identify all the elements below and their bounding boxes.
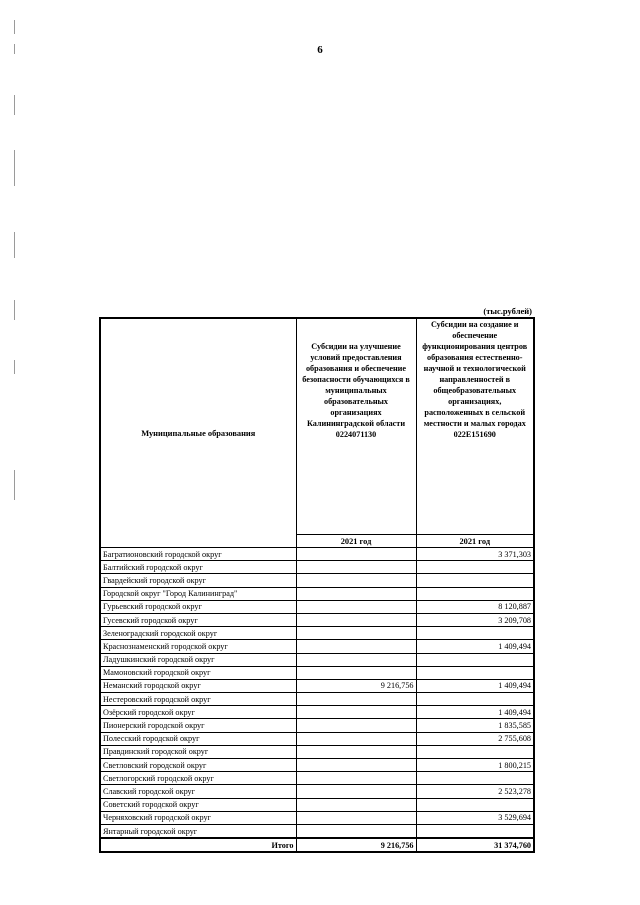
subsidy-value-2 (416, 772, 534, 785)
subsidy-value-2: 1 409,494 (416, 706, 534, 719)
table-row (100, 548, 534, 561)
subsidy-value-2 (416, 693, 534, 706)
year-header-1: 2021 год (296, 535, 416, 548)
total-row (100, 838, 534, 852)
subsidy-value-2 (416, 587, 534, 600)
subsidy-value-2 (416, 745, 534, 758)
page-number: 6 (317, 44, 323, 56)
subsidy-value-2: 2 523,278 (416, 785, 534, 798)
scan-margin-mark (14, 95, 15, 115)
subsidy-value-2: 3 371,303 (416, 548, 534, 561)
subsidy-value-1 (296, 587, 416, 600)
municipality-name: Советский городской округ (100, 798, 296, 811)
municipality-name: Мамоновский городской округ (100, 666, 296, 679)
municipality-name: Озёрский городской округ (100, 706, 296, 719)
table-row (100, 772, 534, 785)
subsidy-value-1 (296, 640, 416, 653)
scan-margin-mark (14, 232, 15, 258)
subsidy-value-2 (416, 666, 534, 679)
subsidy-value-1 (296, 785, 416, 798)
subsidy-value-2 (416, 798, 534, 811)
municipality-name: Неманский городской округ (100, 679, 296, 692)
table-row (100, 785, 534, 798)
scan-margin-mark (14, 360, 15, 374)
table-row (100, 587, 534, 600)
subsidy-value-2: 2 755,608 (416, 732, 534, 745)
table-row (100, 798, 534, 811)
municipality-name: Полесский городской округ (100, 732, 296, 745)
table-row (100, 719, 534, 732)
subsidy-value-2 (416, 561, 534, 574)
subsidy-value-1 (296, 824, 416, 838)
units-label: (тыс.рублей) (483, 306, 532, 316)
municipality-name: Краснознаменский городской округ (100, 640, 296, 653)
municipality-column-header: Муниципальные образования (100, 318, 296, 548)
subsidy-value-2: 3 529,694 (416, 811, 534, 824)
subsidy-value-2: 1 409,494 (416, 679, 534, 692)
municipality-name: Светлогорский городской округ (100, 772, 296, 785)
subsidy-value-1 (296, 745, 416, 758)
municipality-name: Багратионовский городской округ (100, 548, 296, 561)
subsidies-table (99, 317, 535, 853)
subsidy-value-1 (296, 627, 416, 640)
subsidy-value-1: 9 216,756 (296, 679, 416, 692)
total-label: Итого (100, 838, 296, 852)
subsidy-value-2: 1 409,494 (416, 640, 534, 653)
municipality-name: Ладушкинский городской округ (100, 653, 296, 666)
table-row (100, 627, 534, 640)
municipality-name: Славский городской округ (100, 785, 296, 798)
subsidy-value-1 (296, 732, 416, 745)
municipality-name: Светловский городской округ (100, 759, 296, 772)
scan-margin-mark (14, 470, 15, 500)
subsidy-value-1 (296, 693, 416, 706)
table-row (100, 732, 534, 745)
table-row (100, 640, 534, 653)
subsidy-value-2 (416, 824, 534, 838)
subsidy-value-1 (296, 706, 416, 719)
table-row (100, 693, 534, 706)
subsidy-value-1 (296, 798, 416, 811)
municipality-name: Гвардейский городской округ (100, 574, 296, 587)
municipality-name: Гурьевский городской округ (100, 600, 296, 613)
table-row (100, 811, 534, 824)
total-value-2: 31 374,760 (416, 838, 534, 852)
total-value-1: 9 216,756 (296, 838, 416, 852)
municipality-name: Нестеровский городской округ (100, 693, 296, 706)
subsidy-value-1 (296, 666, 416, 679)
subsidy-value-1 (296, 600, 416, 613)
table-row (100, 561, 534, 574)
table-row (100, 745, 534, 758)
subsidy-value-1 (296, 574, 416, 587)
subsidy-value-1 (296, 653, 416, 666)
municipality-name: Гусевский городской округ (100, 613, 296, 626)
subsidy-value-2 (416, 574, 534, 587)
municipality-name: Правдинский городской округ (100, 745, 296, 758)
municipality-name: Городской округ "Город Калининград" (100, 587, 296, 600)
subsidy-value-1 (296, 719, 416, 732)
subsidy-value-1 (296, 759, 416, 772)
table-row (100, 679, 534, 692)
municipality-name: Балтийский городской округ (100, 561, 296, 574)
subsidy-value-2 (416, 627, 534, 640)
municipality-name: Янтарный городской округ (100, 824, 296, 838)
subsidy-value-1 (296, 772, 416, 785)
subsidy-value-2: 1 835,585 (416, 719, 534, 732)
subsidy-column-header-2: Субсидии на создание и обеспечение функционирования центров образования естественно-научной и технологической направленностей в общеобразовательных организациях, расположенных в сельской местности и малых городах 022Е151690 (416, 318, 534, 535)
subsidy-value-2: 3 209,708 (416, 613, 534, 626)
table-row (100, 759, 534, 772)
scan-margin-mark (14, 20, 15, 34)
subsidy-value-2: 1 800,215 (416, 759, 534, 772)
scan-margin-mark (14, 150, 15, 186)
table-row (100, 613, 534, 626)
subsidy-value-2 (416, 653, 534, 666)
municipality-name: Зеленоградский городской округ (100, 627, 296, 640)
subsidy-value-1 (296, 811, 416, 824)
subsidy-column-header-1: Субсидии на улучшение условий предоставления образования и обеспечение безопасности обучающихся в муниципальных образовательных организациях Калининградской области 0224071130 (296, 318, 416, 535)
table-row (100, 824, 534, 838)
subsidy-value-1 (296, 613, 416, 626)
subsidy-value-1 (296, 561, 416, 574)
table-row (100, 574, 534, 587)
table-row (100, 600, 534, 613)
year-header-2: 2021 год (416, 535, 534, 548)
municipality-name: Черняховский городской округ (100, 811, 296, 824)
subsidy-value-2: 8 120,887 (416, 600, 534, 613)
table-row (100, 706, 534, 719)
municipality-name: Пионерский городской округ (100, 719, 296, 732)
table-row (100, 653, 534, 666)
subsidy-value-1 (296, 548, 416, 561)
scan-margin-mark (14, 300, 15, 320)
table-row (100, 666, 534, 679)
